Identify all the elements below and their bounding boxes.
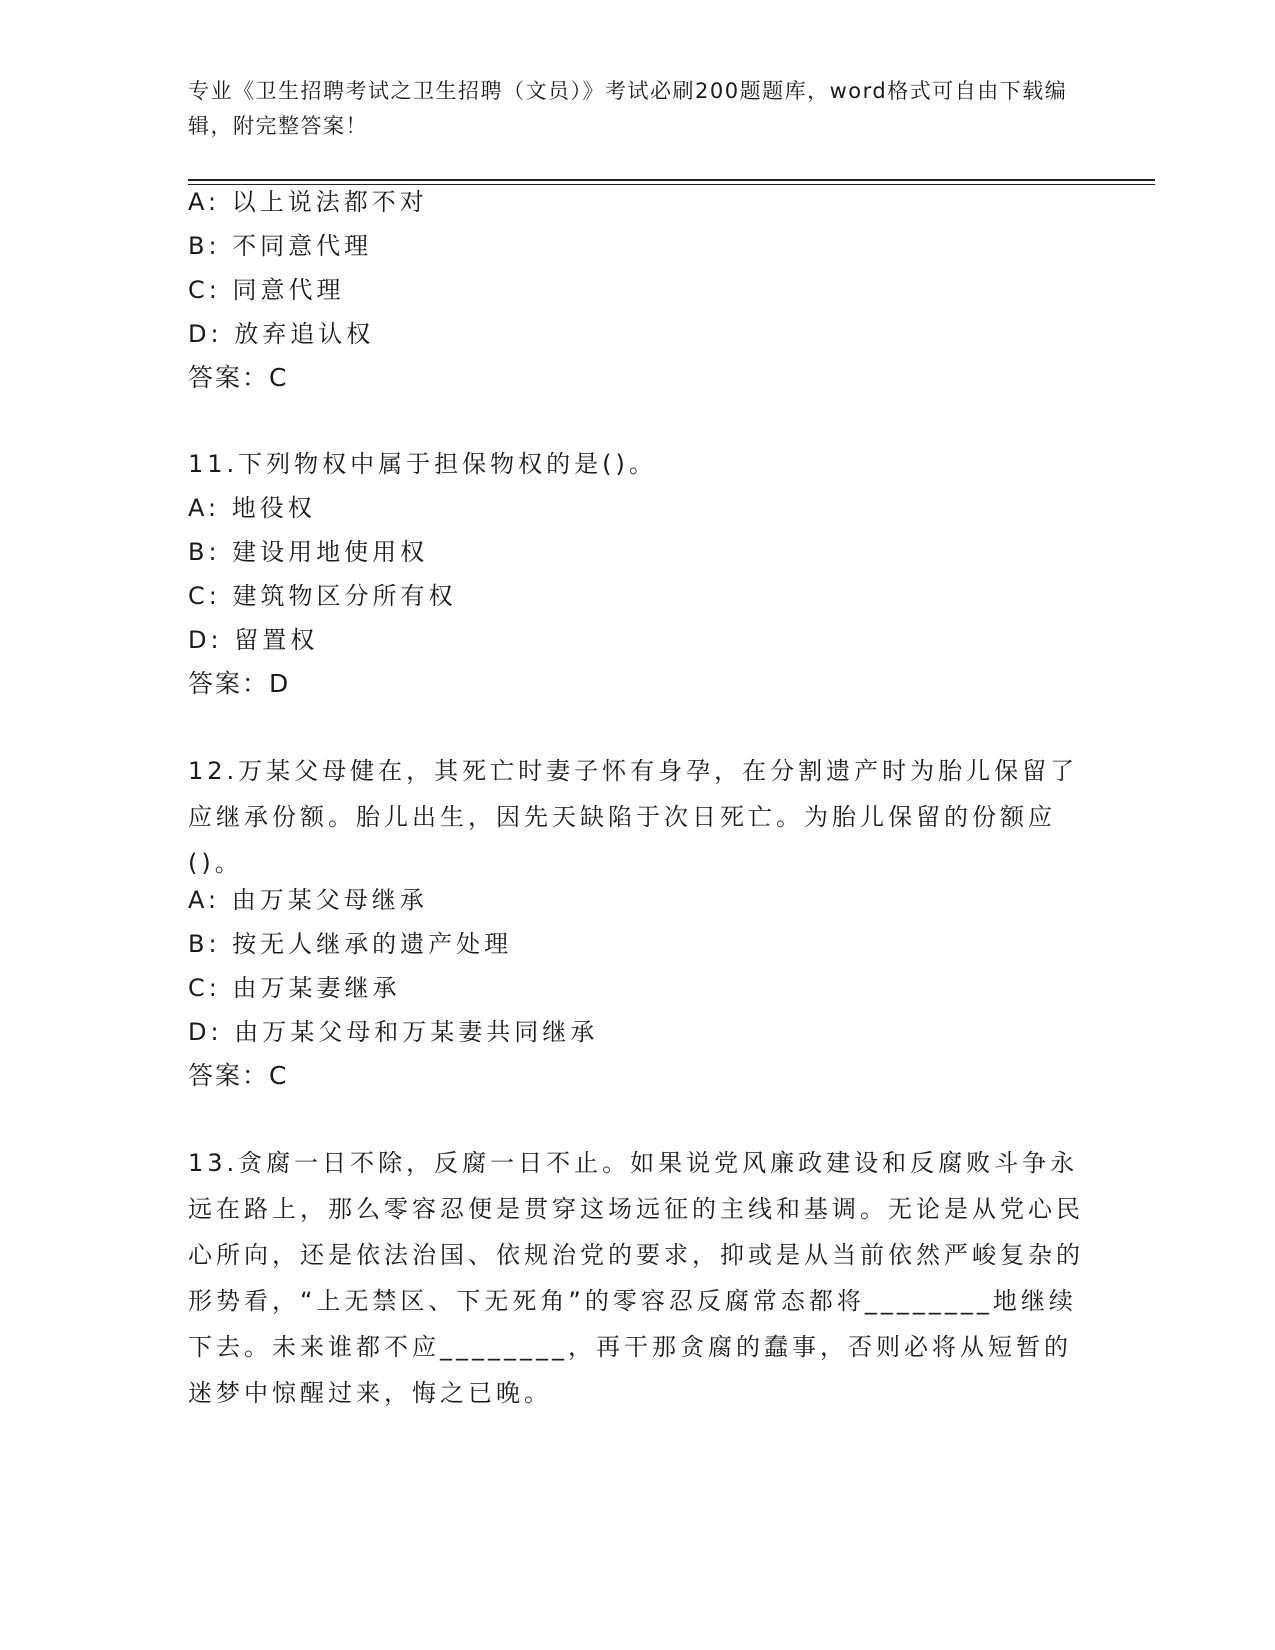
q11-option-a: A: 地役权 bbox=[188, 494, 316, 522]
q11-option-d: D: 留置权 bbox=[188, 626, 319, 654]
header-divider-thin bbox=[188, 184, 1155, 185]
q12-option-c: C: 由万某妻继承 bbox=[188, 974, 401, 1002]
q11-option-b: B: 建设用地使用权 bbox=[188, 538, 429, 566]
q10-option-c: C: 同意代理 bbox=[188, 276, 345, 304]
q10-option-b: B: 不同意代理 bbox=[188, 232, 373, 260]
q12-option-d: D: 由万某父母和万某妻共同继承 bbox=[188, 1018, 599, 1046]
q13-stem: 13.贪腐一日不除，反腐一日不止。如果说党风廉政建设和反腐败斗争永远在路上，那么零容忍便是贯穿这场远征的主线和基调。无论是从党心民心所向，还是依法治国、依规治党的要求，抑或是从当前依然严峻复杂的形势看，“上无禁区、下无死角”的零容忍反腐常态都将________地继续下去。未来谁都不应________，再干那贪腐的蠢事，否则必将从短暂的迷梦中惊醒过来，悔之已晚。 bbox=[188, 1149, 1084, 1407]
header-divider bbox=[188, 179, 1155, 181]
document-header: 专业《卫生招聘考试之卫生招聘（文员）》考试必刷200题题库，word格式可自由下载编辑，附完整答案！ bbox=[188, 79, 1068, 138]
q12-option-b: B: 按无人继承的遗产处理 bbox=[188, 930, 513, 958]
q11-answer: 答案：D bbox=[188, 669, 291, 698]
q12-answer: 答案：C bbox=[188, 1061, 289, 1090]
q12-stem: 12.万某父母健在，其死亡时妻子怀有身孕，在分割遗产时为胎儿保留了应继承份额。胎儿出生，因先天缺陷于次日死亡。为胎儿保留的份额应()。 bbox=[188, 757, 1079, 877]
q10-option-a: A: 以上说法都不对 bbox=[188, 188, 428, 216]
q10-option-d: D: 放弃追认权 bbox=[188, 320, 375, 348]
q11-option-c: C: 建筑物区分所有权 bbox=[188, 582, 457, 610]
q12-option-a: A: 由万某父母继承 bbox=[188, 886, 428, 914]
q10-answer: 答案：C bbox=[188, 363, 289, 392]
q11-stem: 11.下列物权中属于担保物权的是()。 bbox=[188, 450, 657, 478]
